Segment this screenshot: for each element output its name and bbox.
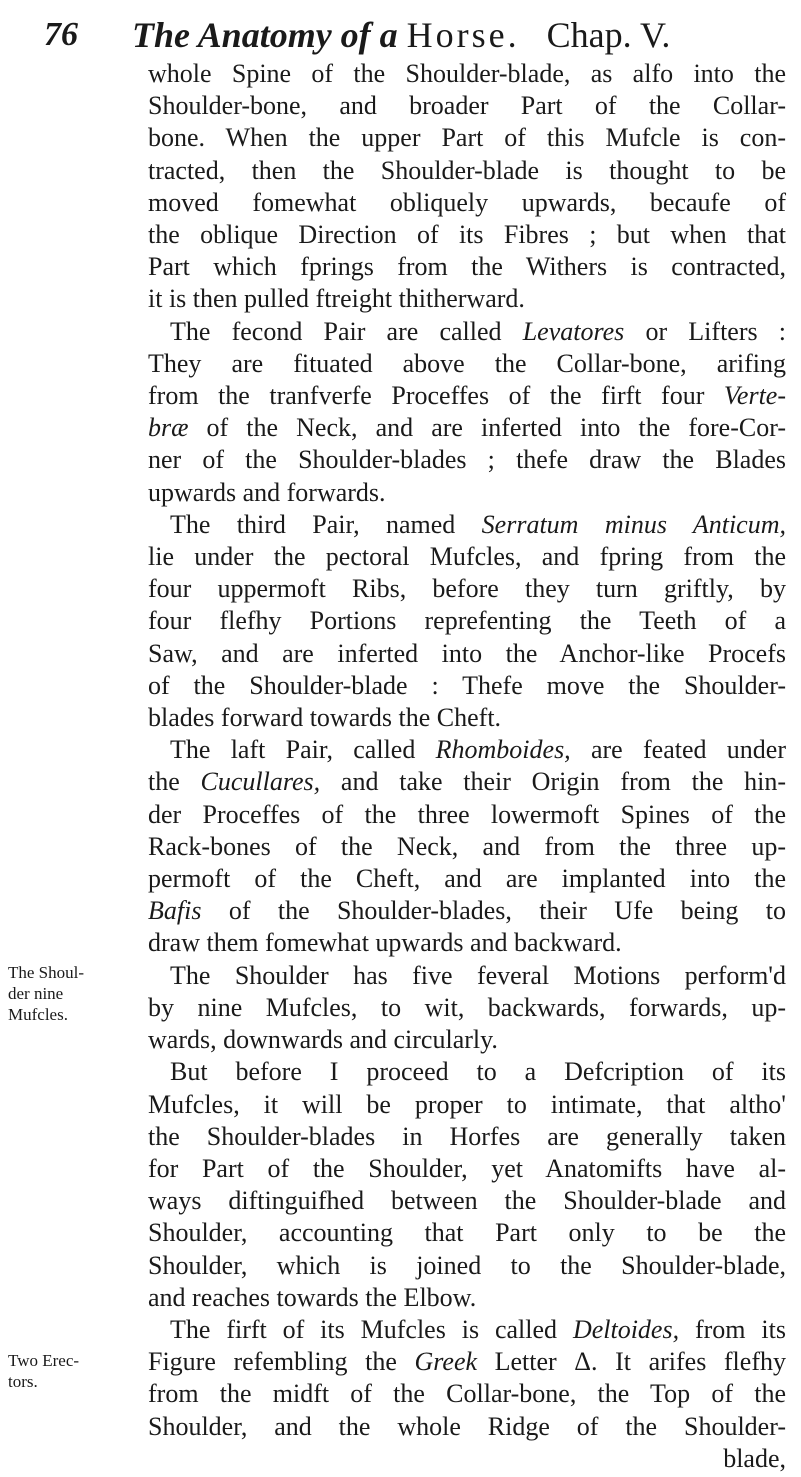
text-line <box>148 380 786 412</box>
text-line: blade, <box>723 1443 786 1473</box>
margin-note-shoulder-muscles <box>8 962 100 1025</box>
italic-term: bræ <box>148 413 189 443</box>
text-line <box>148 1314 786 1346</box>
chapter-label: Chap. V. <box>546 15 671 55</box>
text-line: permoft of the Cheft, and are implanted into the <box>148 864 786 894</box>
text-line: ner of the Shoulder-blades ; thefe draw the Blades <box>148 445 786 475</box>
text-line: by nine Mufcles, to wit, backwards, forwards, up- <box>148 992 786 1022</box>
text-line <box>148 895 786 927</box>
italic-term: Serratum minus Anticum, <box>481 509 786 539</box>
text-run: The third Pair, named <box>170 509 482 539</box>
text-run: Figure refembling the <box>148 1347 415 1377</box>
text-line: from the midft of the Collar-bone, the Top of the <box>148 1379 786 1409</box>
italic-term: Rhomboides, <box>435 735 571 765</box>
text-line <box>148 412 786 444</box>
text-run: The fecond Pair are called <box>170 316 523 346</box>
body-text <box>148 58 786 1475</box>
text-line: four flefhy Portions reprefenting the Teeth of a <box>148 606 786 636</box>
text-line: it is then pulled ftreight thitherward. <box>148 284 525 314</box>
running-title <box>132 14 670 56</box>
text-run: The firft of its Mufcles is called <box>170 1314 573 1344</box>
text-line: Part which fprings from the Withers is contracted, <box>148 252 786 282</box>
text-line <box>148 766 786 798</box>
text-run: are feated under <box>570 735 786 765</box>
text-line: Mufcles, it will be proper to intimate, that altho' <box>148 1089 786 1119</box>
running-title-italic: The Anatomy of a <box>132 15 398 55</box>
margin-note-two-erectors <box>8 1350 100 1392</box>
text-line: Shoulder, which is joined to the Shoulder-blade, <box>148 1250 786 1280</box>
margin-note-line: The Shoul- <box>8 963 85 982</box>
margin-note-line: Mufcles. <box>8 1005 68 1024</box>
text-line: four uppermoft Ribs, before they turn griftly, by <box>148 574 786 604</box>
text-line: of the Shoulder-blade : Thefe move the Shoulder- <box>148 670 786 700</box>
text-line <box>148 734 786 766</box>
text-run: from its <box>679 1314 786 1344</box>
text-run: the <box>148 767 201 797</box>
text-line: the Shoulder-blades in Horfes are generally taken <box>148 1121 786 1151</box>
text-line: But before I proceed to a Defcription of its <box>170 1057 786 1087</box>
text-line: draw them fomewhat upwards and backward. <box>148 928 622 958</box>
page-header <box>40 10 780 60</box>
text-line: the oblique Direction of its Fibres ; but when that <box>148 220 786 250</box>
text-line: for Part of the Shoulder, yet Anatomifts have al- <box>148 1153 786 1183</box>
text-line: Rack-bones of the Neck, and from the three up- <box>148 831 786 861</box>
text-line: Shoulder-bone, and broader Part of the Collar- <box>148 91 786 121</box>
text-line: der Proceffes of the three lowermoft Spines of the <box>148 799 786 829</box>
text-line: blades forward towards the Cheft. <box>148 703 502 733</box>
italic-term: Levatores <box>522 316 625 346</box>
text-line: Shoulder, accounting that Part only to be the <box>148 1218 786 1248</box>
text-line: Shoulder, and the whole Ridge of the Shoulder- <box>148 1411 786 1441</box>
text-line: They are fituated above the Collar-bone, arifing <box>148 348 786 378</box>
text-run: of the Shoulder-blades, their Ufe being to <box>201 896 786 926</box>
text-line: tracted, then the Shoulder-blade is thought to be <box>148 155 786 185</box>
text-line: upwards and forwards. <box>148 477 386 507</box>
running-title-caps: Horse. <box>406 15 520 55</box>
text-run: of the Neck, and are inferted into the fore-Cor- <box>188 413 786 443</box>
text-line: Saw, and are inferted into the Anchor-like Procefs <box>148 638 786 668</box>
margin-note-line: tors. <box>8 1372 38 1391</box>
text-line <box>148 316 786 348</box>
page-number: 76 <box>44 16 78 53</box>
text-line: The Shoulder has five feveral Motions perform'd <box>170 960 786 990</box>
text-run: Letter Δ. It arifes flefhy <box>477 1347 786 1377</box>
text-line: and reaches towards the Elbow. <box>148 1282 477 1312</box>
text-run: or Lifters : <box>624 316 786 346</box>
italic-term: Deltoides, <box>572 1314 680 1344</box>
margin-note-line: der nine <box>8 984 64 1003</box>
text-line: whole Spine of the Shoulder-blade, as alfo into the <box>148 59 786 88</box>
margin-note-line: Two Erec- <box>8 1351 80 1370</box>
text-line: wards, downwards and circularly. <box>148 1025 498 1055</box>
italic-term: Bafis <box>148 896 202 926</box>
text-line <box>148 509 786 541</box>
text-line: ways diftinguifhed between the Shoulder-blade and <box>148 1186 786 1216</box>
italic-term: Greek <box>414 1347 478 1377</box>
text-run: The laft Pair, called <box>170 735 436 765</box>
text-line: lie under the pectoral Mufcles, and fpring from the <box>148 542 786 572</box>
text-run: from the tranfverfe Proceffes of the firft four <box>148 381 724 411</box>
text-line: bone. When the upper Part of this Mufcle is con- <box>148 123 786 153</box>
text-run: and take their Origin from the hin- <box>320 767 787 797</box>
text-line: moved fomewhat obliquely upwards, becaufe of <box>148 187 786 217</box>
text-line <box>148 1346 786 1378</box>
italic-term: Cucullares, <box>200 767 321 797</box>
italic-term: Verte- <box>723 381 786 411</box>
